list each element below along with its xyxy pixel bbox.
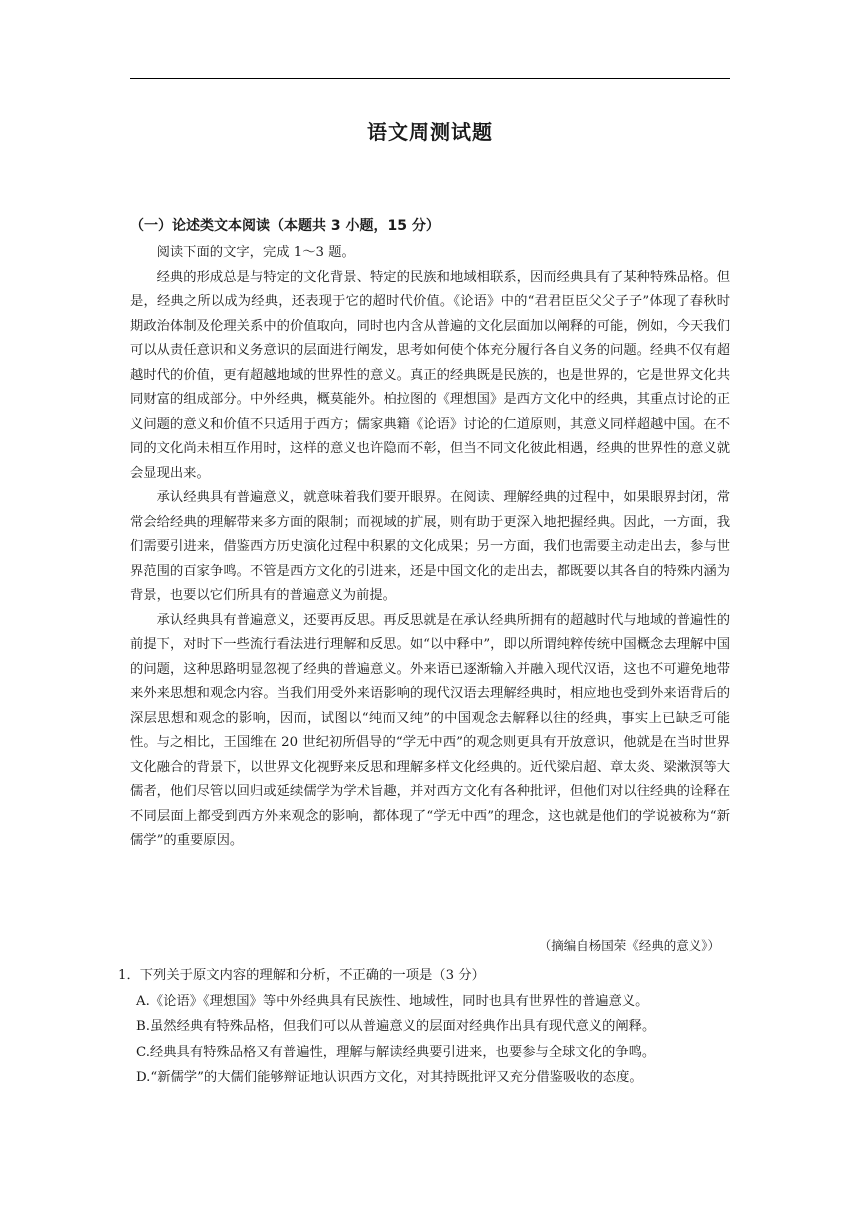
question-stem: 1．下列关于原文内容的理解和分析，不正确的一项是（3 分） xyxy=(118,968,485,983)
question-1 xyxy=(118,963,730,1091)
section-heading: （一）论述类文本阅读（本题共 3 小题，15 分） xyxy=(130,218,440,234)
option-c: C.经典具有特殊品格又有普遍性，理解与解读经典要引进来，也要参与全球文化的争鸣。 xyxy=(136,1044,656,1060)
page-title: 语文周测试题 xyxy=(367,120,493,144)
reading-passage xyxy=(130,241,730,854)
passage-paragraph-3: 承认经典具有普遍意义，还要再反思。再反思就是在承认经典所拥有的超越时代与地域的普遍性的前提下，对时下一些流行看法进行理解和反思。如“以中释中”，即以所谓纯粹传统中国概念去理解中国的问题，这种思路明显忽视了经典的普遍意义。外来语已逐渐输入并融入现代汉语，这也不可避免地带来外来思想和观念内容。当我们用受外来语影响的现代汉语去理解经典时，相应地也受到外来语背后的深层思想和观念的影响，因而，试图以“纯而又纯”的中国观念去解释以往的经典，事实上已缺乏可能性。与之相比，王国维在 20 世纪初所倡导的“学无中西”的观念则更具有开放意识，他就是在当时世界文化融合的背景下，以世界文化视野来反思和理解多样文化经典的。近代梁启超、章太炎、梁漱溟等大儒者，他们尽管以回归或延续儒学为学术旨趣，并对西方文化有各种批评，但他们对以往经典的诠释在不同层面上都受到西方外来观念的影响，都体现了“学无中西”的理念，这也就是他们的学说被称为“新儒学”的重要原因。 xyxy=(130,612,730,848)
passage-instruction: 阅读下面的文字，完成 1～3 题。 xyxy=(156,245,355,260)
option-b: B.虽然经典有特殊品格，但我们可以从普遍意义的层面对经典作出具有现代意义的阐释。 xyxy=(136,1019,656,1034)
option-d: D.“新儒学”的大儒们能够辩证地认识西方文化，对其持既批评又充分借鉴吸收的态度。 xyxy=(136,1070,643,1085)
option-a: A.《论语》《理想国》等中外经典具有民族性、地域性，同时也具有世界性的普遍意义。 xyxy=(136,993,649,1009)
passage-paragraph-1: 经典的形成总是与特定的文化背景、特定的民族和地域相联系，因而经典具有了某种特殊品格。但是，经典之所以成为经典，还表现于它的超时代价值。《论语》中的“君君臣臣父父子子”体现了春秋时期政治体制及伦理关系中的价值取向，同时也内含从普遍的文化层面加以阐释的可能，例如，今天我们可以从责任意识和义务意识的层面进行阐发，思考如何使个体充分履行各自义务的问题。经典不仅有超越时代的价值，更有超越地域的世界性的意义。真正的经典既是民族的，也是世界的，它是世界文化共同财富的组成部分。中外经典，概莫能外。柏拉图的《理想国》是西方文化中的经典，其重点讨论的正义问题的意义和价值不只适用于西方；儒家典籍《论语》讨论的仁道原则，其意义同样超越中国。在不同的文化尚未相互作用时，这样的意义也许隐而不彰，但当不同文化彼此相遇，经典的世界性的意义就会显现出来。 xyxy=(130,269,730,481)
answer-options xyxy=(118,989,730,1091)
passage-paragraph-2: 承认经典具有普遍意义，就意味着我们要开眼界。在阅读、理解经典的过程中，如果眼界封闭，常常会给经典的理解带来多方面的限制；而视域的扩展，则有助于更深入地把握经典。因此，一方面，我们需要引进来，借鉴西方历史演化过程中积累的文化成果；另一方面，我们也需要主动走出去，参与世界范围的百家争鸣。不管是西方文化的引进来，还是中国文化的走出去，都既要以其各自的特殊内涵为背景，也要以它们所具有的普遍意义为前提。 xyxy=(130,490,730,603)
header-rule xyxy=(130,78,730,79)
passage-source: （摘编自杨国荣《经典的意义》） xyxy=(538,938,720,953)
